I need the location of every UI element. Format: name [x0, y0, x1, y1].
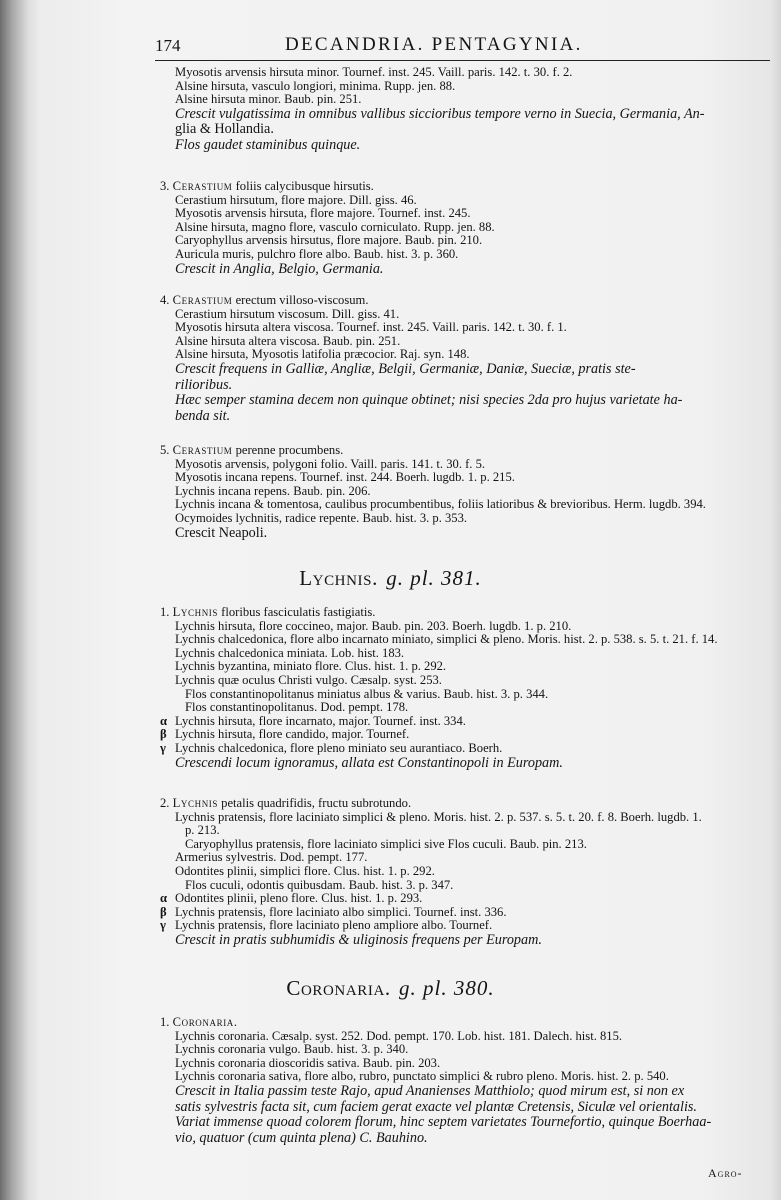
variety-marker: β: [160, 904, 167, 919]
note-line: Hæc semper stamina decem non quinque obtinet; nisi species 2da pro hujus varietate ha-: [175, 392, 683, 409]
cerastium-3-entry: [160, 180, 760, 277]
note-line: Variat immense quoad colorem florum, hinc septem varietates Tournefortio, quinque Boerhaa-: [175, 1114, 712, 1131]
synonym-line: Lychnis coronaria. Cæsalp. syst. 252. Dod. pempt. 170. Lob. hist. 181. Dalech. hist. 815.: [175, 1028, 623, 1043]
synonym-line: Lychnis byzantina, miniato flore. Clus. hist. 1. p. 292.: [175, 659, 447, 674]
genus-heading-lychnis: [0, 566, 781, 591]
variety-line: [160, 919, 760, 933]
synonym-line: Lychnis coronaria vulgo. Baub. hist. 3. p. 340.: [175, 1042, 409, 1057]
variety-marker: β: [160, 727, 167, 742]
variety-marker: γ: [160, 740, 166, 755]
synonym-line: Alsine hirsuta, Myosotis latifolia præcocior. Raj. syn. 148.: [175, 347, 470, 362]
synonym-line: Flos constantinopolitanus miniatus albus & varius. Baub. hist. 3. p. 344.: [185, 686, 549, 701]
habitat-line: Crescit in pratis subhumidis & uliginosis frequens per Europam.: [175, 931, 542, 948]
habitat-line: Crescit in Anglia, Belgio, Germania.: [175, 260, 384, 277]
synonym-line: Myosotis arvensis hirsuta, flore majore. Tournef. inst. 245.: [175, 206, 471, 221]
lychnis-2-entry: [160, 797, 760, 949]
genus-heading-name: Coronaria.: [286, 976, 391, 1000]
habitat-line: Crescit vulgatissima in omnibus vallibus siccioribus tempore verno in Suecia, Germania, An-: [175, 105, 705, 122]
habitat-line: Crescit in Italia passim teste Rajo, apud Ananienses Matthiolo; quod mirum est, si non ex: [175, 1082, 685, 1099]
genus-heading-coronaria: [0, 976, 781, 1001]
coronaria-1-entry: [160, 1016, 760, 1146]
page-header: [155, 34, 770, 61]
species-diagnosis: petalis quadrifidis, fructu subrotundo.: [221, 796, 412, 810]
variety-marker: γ: [160, 918, 166, 933]
genus-heading-name: Lychnis.: [299, 566, 378, 590]
variety-text: Lychnis pratensis, flore laciniato pleno ampliore albo. Tournef.: [175, 918, 493, 933]
synonym-line: Myosotis arvensis hirsuta minor. Tournef. inst. 245. Vaill. paris. 142. t. 30. f. 2.: [175, 65, 573, 79]
species-number: 1.: [160, 605, 170, 619]
synonym-line: Alsine hirsuta, vasculo longiori, minima. Rupp. jen. 88.: [175, 78, 456, 93]
variety-marker: α: [160, 891, 168, 906]
habitat-line: Crescit frequens in Galliæ, Angliæ, Belgii, Germaniæ, Daniæ, Sueciæ, pratis ste-: [175, 360, 636, 377]
synonym-line: Ocymoides lychnitis, radice repente. Baub. hist. 3. p. 353.: [175, 510, 468, 525]
variety-text: Lychnis chalcedonica, flore pleno miniato seu aurantiaco. Boerh.: [175, 740, 503, 755]
habitat-line: Crescit Neapoli.: [175, 524, 268, 541]
synonym-line: Lychnis chalcedonica, flore albo incarnato miniato, simplici & pleno. Moris. hist. 2. p. 538. s. 5. t. 21. f. 14.: [175, 632, 718, 647]
species-number: 2.: [160, 796, 170, 810]
habitat-line: glia & Hollandia.: [175, 121, 274, 138]
cerastium-4-entry: [160, 294, 760, 424]
species-2-continuation: [160, 66, 760, 154]
note-line: Flos gaudet staminibus quinque.: [175, 136, 361, 153]
synonym-line: p. 213.: [185, 823, 220, 838]
synonym-line: Lychnis coronaria dioscoridis sativa. Baub. pin. 203.: [175, 1055, 441, 1070]
page-gutter-shadow: [0, 0, 28, 1200]
species-number: 1.: [160, 1015, 170, 1029]
species-diagnosis: erectum villoso-viscosum.: [235, 293, 369, 307]
species-diagnosis: foliis calycibusque hirsutis.: [235, 179, 374, 193]
species-number: 3.: [160, 179, 170, 193]
synonym-line: Armerius sylvestris. Dod. pempt. 177.: [175, 850, 368, 865]
variety-text: Lychnis hirsuta, flore incarnato, major. Tournef. inst. 334.: [175, 713, 466, 728]
genus-name: Coronaria.: [172, 1015, 238, 1029]
synonym-line: Myosotis hirsuta altera viscosa. Tournef. inst. 245. Vaill. paris. 142. t. 30. f. 1.: [175, 320, 567, 335]
lychnis-1-entry: [160, 606, 760, 771]
synonym-line: Alsine hirsuta altera viscosa. Baub. pin. 251.: [175, 333, 401, 348]
variety-line: [160, 892, 760, 906]
habitat-line: satis sylvestris facta sit, cum faciem gerat exacte vel plantæ Cretensis, Siculæ vel orientalis.: [175, 1098, 697, 1115]
synonym-line: Cerastium hirsutum, flore majore. Dill. giss. 46.: [175, 192, 417, 207]
variety-text: Lychnis hirsuta, flore candido, major. Tournef.: [175, 727, 410, 742]
genus-name: Lychnis: [172, 605, 219, 619]
synonym-line: Myosotis incana repens. Tournef. inst. 244. Boerh. lugdb. 1. p. 215.: [175, 470, 515, 485]
synonym-line: Lychnis pratensis, flore laciniato simplici & pleno. Moris. hist. 2. p. 537. s. 5. t. 20. f. 8. Boerh. lugdb. 1.: [175, 809, 702, 824]
synonym-line: Lychnis coronaria sativa, flore albo, rubro, punctato simplici & rubro pleno. Moris. hist. 2. p. 540.: [175, 1069, 669, 1084]
synonym-line: Cerastium hirsutum viscosum. Dill. giss. 41.: [175, 306, 400, 321]
genus-heading-reference: g. pl. 381.: [386, 566, 482, 590]
variety-line: [160, 715, 760, 729]
variety-line: [160, 906, 760, 920]
variety-line: [160, 742, 760, 756]
variety-text: Odontites plinii, pleno flore. Clus. hist. 1. p. 293.: [175, 891, 423, 906]
synonym-line: Alsine hirsuta minor. Baub. pin. 251.: [175, 92, 362, 107]
genus-heading-reference: g. pl. 380.: [399, 976, 495, 1000]
synonym-line: Flos cuculi, odontis quibusdam. Baub. hist. 3. p. 347.: [185, 877, 454, 892]
habitat-line: Crescendi locum ignoramus, allata est Constantinopoli in Europam.: [175, 754, 563, 771]
variety-marker: α: [160, 713, 168, 728]
variety-text: Lychnis pratensis, flore laciniato albo simplici. Tournef. inst. 336.: [175, 904, 507, 919]
synonym-line: Odontites plinii, simplici flore. Clus. hist. 1. p. 292.: [175, 863, 435, 878]
synonym-line: Auricula muris, pulchro flore albo. Baub. hist. 3. p. 360.: [175, 246, 459, 261]
synonym-line: Caryophyllus arvensis hirsutus, flore majore. Baub. pin. 210.: [175, 233, 483, 248]
note-line: benda sit.: [175, 407, 231, 424]
species-diagnosis: perenne procumbens.: [235, 443, 344, 457]
species-diagnosis: floribus fasciculatis fastigiatis.: [221, 605, 376, 619]
species-number: 4.: [160, 293, 170, 307]
synonym-line: Lychnis hirsuta, flore coccineo, major. Baub. pin. 203. Boerh. lugdb. 1. p. 210.: [175, 618, 572, 633]
page-number: 174: [155, 36, 181, 55]
genus-name: Cerastium: [172, 179, 233, 193]
synonym-line: Caryophyllus pratensis, flore laciniato simplici sive Flos cuculi. Baub. pin. 213.: [185, 836, 587, 851]
synonym-line: Myosotis arvensis, polygoni folio. Vaill. paris. 141. t. 30. f. 5.: [175, 456, 486, 471]
genus-name: Cerastium: [172, 293, 233, 307]
note-line: vio, quatuor (cum quinta plena) C. Bauhino.: [175, 1129, 428, 1146]
running-head: DECANDRIA. PENTAGYNIA.: [285, 34, 583, 55]
cerastium-5-entry: [160, 444, 760, 541]
synonym-line: Lychnis incana & tomentosa, caulibus procumbentibus, foliis latioribus & brevioribus. Herm. lugdb. 394.: [175, 497, 706, 512]
synonym-line: Alsine hirsuta, magno flore, vasculo corniculato. Rupp. jen. 88.: [175, 219, 495, 234]
species-number: 5.: [160, 443, 170, 457]
catchword: Agro-: [708, 1166, 743, 1180]
habitat-line: rilioribus.: [175, 376, 233, 393]
synonym-line: Lychnis chalcedonica miniata. Lob. hist. 183.: [175, 645, 405, 660]
genus-name: Lychnis: [172, 796, 219, 810]
synonym-line: Lychnis incana repens. Baub. pin. 206.: [175, 483, 371, 498]
synonym-line: Lychnis quæ oculus Christi vulgo. Cæsalp. syst. 253.: [175, 672, 442, 687]
synonym-line: Flos constantinopolitanus. Dod. pempt. 178.: [185, 700, 409, 715]
variety-line: [160, 728, 760, 742]
genus-name: Cerastium: [172, 443, 233, 457]
